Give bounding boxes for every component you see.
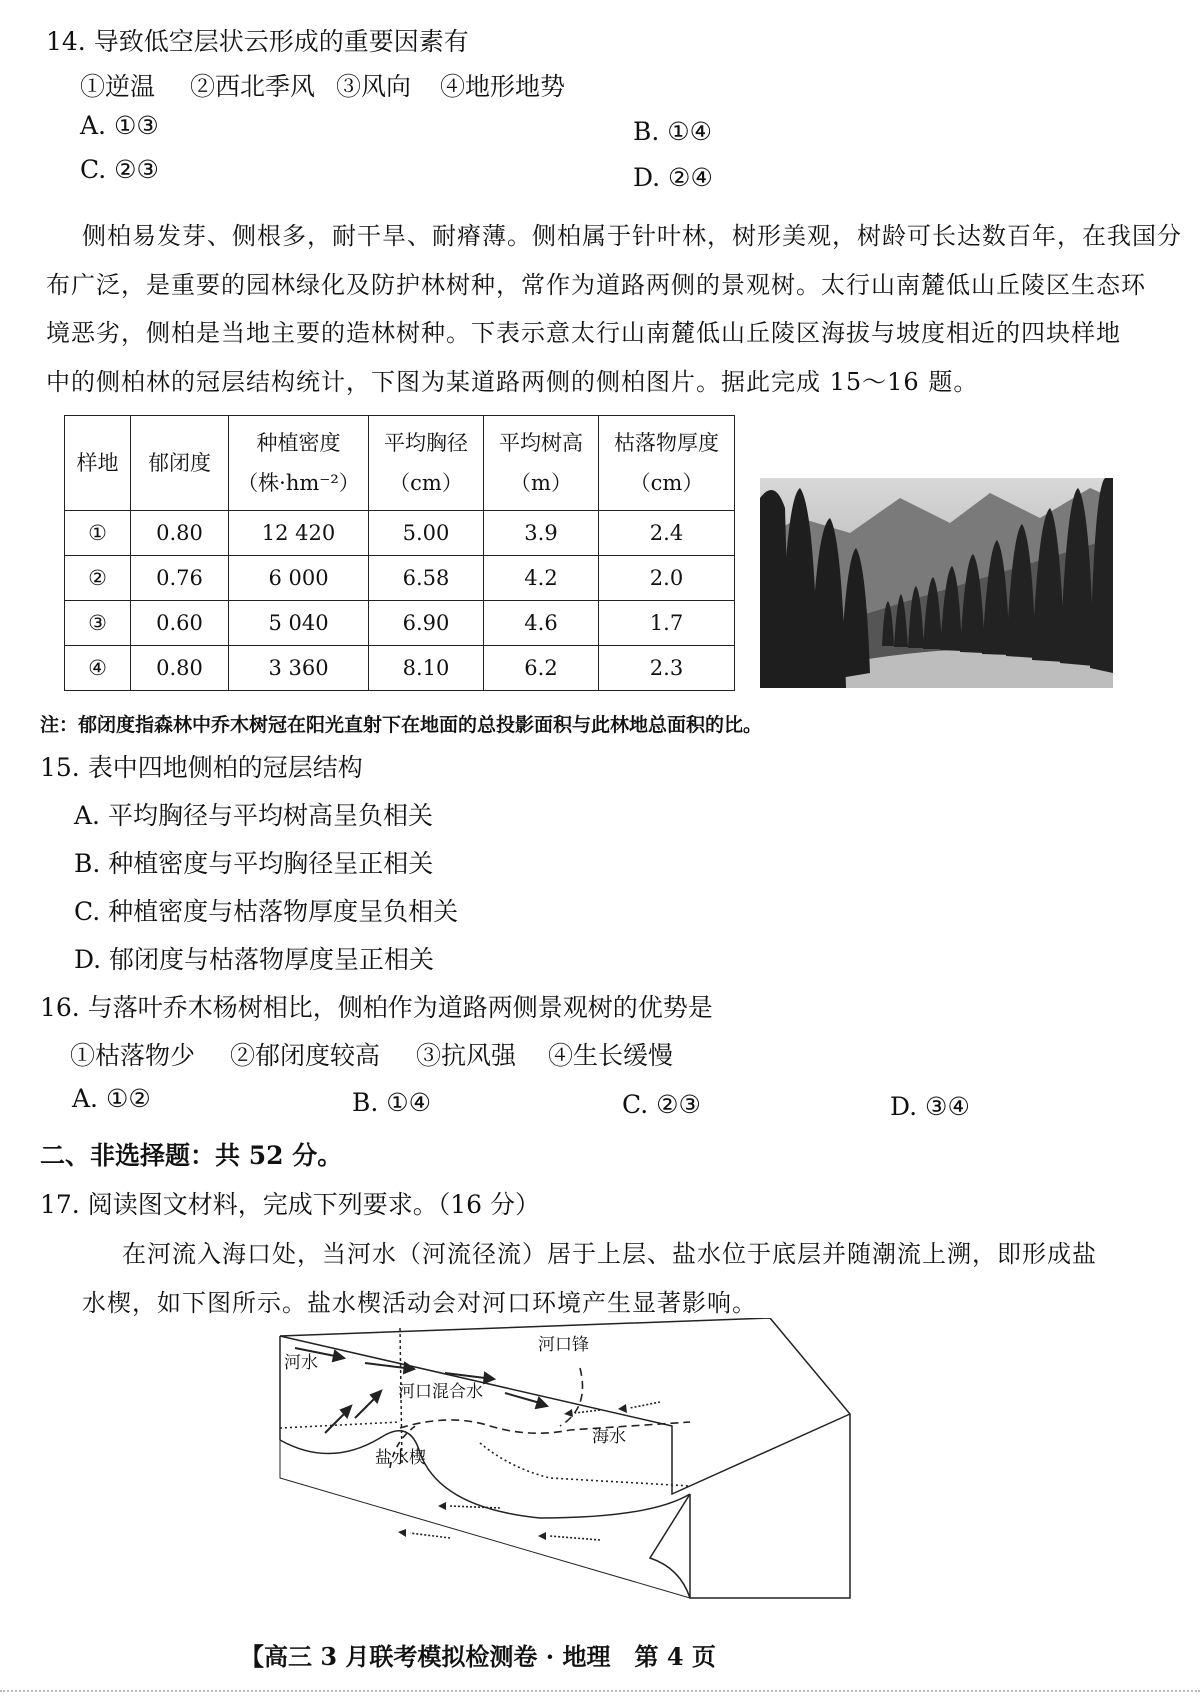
page-edge-divider	[0, 1690, 1200, 1692]
intro-line-1: 侧柏易发芽、侧根多，耐干旱、耐瘠薄。侧柏属于针叶林，树形美观，树龄可长达数百年，在我国分	[82, 222, 1182, 250]
q17-line-1: 在河流入海口处，当河水（河流径流）居于上层、盐水位于底层并随潮流上溯，即形成盐	[122, 1240, 1097, 1268]
table-cell: 2.3	[599, 646, 735, 691]
table-cell: 6 000	[229, 556, 369, 601]
table-cell: ④	[65, 646, 131, 691]
table-row	[65, 511, 735, 556]
q15-option-a: A. 平均胸径与平均树高呈负相关	[74, 801, 433, 830]
label-river-water: 河水	[284, 1353, 318, 1373]
table-cell: 2.0	[599, 556, 735, 601]
table-cell: 5.00	[369, 511, 484, 556]
intro-line-2: 布广泛，是重要的园林绿化及防护林树种，常作为道路两侧的景观树。太行山南麓低山丘陵区生态环	[46, 271, 1146, 299]
q16-option-c: C. ②③	[622, 1090, 701, 1119]
table-cell: 2.4	[599, 511, 735, 556]
table-row	[65, 646, 735, 691]
q16-item-3: ③抗风强	[416, 1041, 517, 1070]
table-cell: ②	[65, 556, 131, 601]
arborvitae-road-photo	[760, 478, 1113, 688]
q14-item-2: ②西北季风	[190, 72, 316, 101]
q16-item-4: ④生长缓慢	[548, 1041, 674, 1070]
header-litter-unit: （cm）	[629, 471, 704, 495]
header-height-name: 平均树高	[499, 431, 583, 455]
header-canopy-closure: 郁闭度	[131, 416, 229, 511]
table-cell: ①	[65, 511, 131, 556]
table-cell: 0.76	[131, 556, 229, 601]
q14-option-c: C. ②③	[80, 155, 159, 184]
table-cell: 0.80	[131, 646, 229, 691]
header-dbh-name: 平均胸径	[384, 431, 468, 455]
q17-line-2: 水楔，如下图所示。盐水楔活动会对河口环境产生显著影响。	[82, 1289, 757, 1317]
table-cell: 5 040	[229, 601, 369, 646]
section-heading: 二、非选择题：共 52 分。	[40, 1141, 343, 1170]
table-cell: 3 360	[229, 646, 369, 691]
q15-option-b: B. 种植密度与平均胸径呈正相关	[74, 849, 434, 878]
label-sea-water: 海水	[592, 1427, 626, 1447]
q17-stem: 17. 阅读图文材料，完成下列要求。（16 分）	[40, 1190, 540, 1219]
header-density-name: 种植密度	[256, 431, 341, 455]
q16-stem: 16. 与落叶乔木杨树相比，侧柏作为道路两侧景观树的优势是	[40, 993, 713, 1022]
intro-line-3: 境恶劣，侧柏是当地主要的造林树种。下表示意太行山南麓低山丘陵区海拔与坡度相近的四块样地	[46, 319, 1121, 347]
q14-stem: 14. 导致低空层状云形成的重要因素有	[46, 27, 469, 56]
table-cell: 3.9	[484, 511, 599, 556]
header-plot: 样地	[65, 416, 131, 511]
header-density-unit: （株·hm⁻²）	[237, 471, 360, 495]
header-height-unit: （m）	[510, 471, 572, 495]
q16-item-2: ②郁闭度较高	[230, 1041, 381, 1070]
q15-option-d: D. 郁闭度与枯落物厚度呈正相关	[74, 945, 435, 974]
table-cell: 8.10	[369, 646, 484, 691]
table-note: 注：郁闭度指森林中乔木树冠在阳光直射下在地面的总投影面积与此林地总面积的比。	[40, 714, 763, 736]
header-height	[484, 416, 599, 511]
q14-item-1: ①逆温	[80, 72, 156, 101]
header-dbh-unit: （cm）	[389, 471, 463, 495]
salt-wedge-diagram	[270, 1318, 860, 1600]
header-litter-name: 枯落物厚度	[614, 431, 719, 455]
table-cell: 4.2	[484, 556, 599, 601]
q14-option-b: B. ①④	[633, 117, 713, 146]
table-cell: ③	[65, 601, 131, 646]
label-salt-wedge: 盐水楔	[375, 1448, 426, 1468]
table-cell: 1.7	[599, 601, 735, 646]
table-cell: 6.58	[369, 556, 484, 601]
q16-option-a: A. ①②	[72, 1084, 151, 1113]
header-litter	[599, 416, 735, 511]
table-header-row	[65, 416, 735, 511]
block-outline	[280, 1318, 850, 1598]
q16-option-d: D. ③④	[890, 1092, 970, 1121]
header-dbh	[369, 416, 484, 511]
table-row	[65, 556, 735, 601]
q14-item-4: ④地形地势	[440, 72, 566, 101]
table-cell: 4.6	[484, 601, 599, 646]
q15-option-c: C. 种植密度与枯落物厚度呈负相关	[74, 897, 459, 926]
table-cell: 0.60	[131, 601, 229, 646]
q15-stem: 15. 表中四地侧柏的冠层结构	[40, 753, 363, 782]
intro-line-4: 中的侧柏林的冠层结构统计，下图为某道路两侧的侧柏图片。据此完成 15～16 题。	[46, 368, 979, 396]
seabed	[280, 1431, 690, 1518]
label-mixed-water: 河口混合水	[398, 1382, 483, 1402]
table-row	[65, 601, 735, 646]
table-cell: 12 420	[229, 511, 369, 556]
header-density	[229, 416, 369, 511]
table-cell: 6.90	[369, 601, 484, 646]
page-footer: 【高三 3 月联考模拟检测卷 · 地理 第 4 页	[240, 1642, 716, 1671]
label-estuary-front: 河口锋	[538, 1335, 589, 1355]
q16-option-b: B. ①④	[352, 1088, 432, 1117]
q14-option-d: D. ②④	[633, 163, 713, 192]
table-cell: 0.80	[131, 511, 229, 556]
q14-item-3: ③风向	[336, 72, 412, 101]
table-cell: 6.2	[484, 646, 599, 691]
q16-item-1: ①枯落物少	[70, 1041, 196, 1070]
canopy-structure-table	[64, 415, 735, 691]
q14-option-a: A. ①③	[80, 111, 159, 140]
